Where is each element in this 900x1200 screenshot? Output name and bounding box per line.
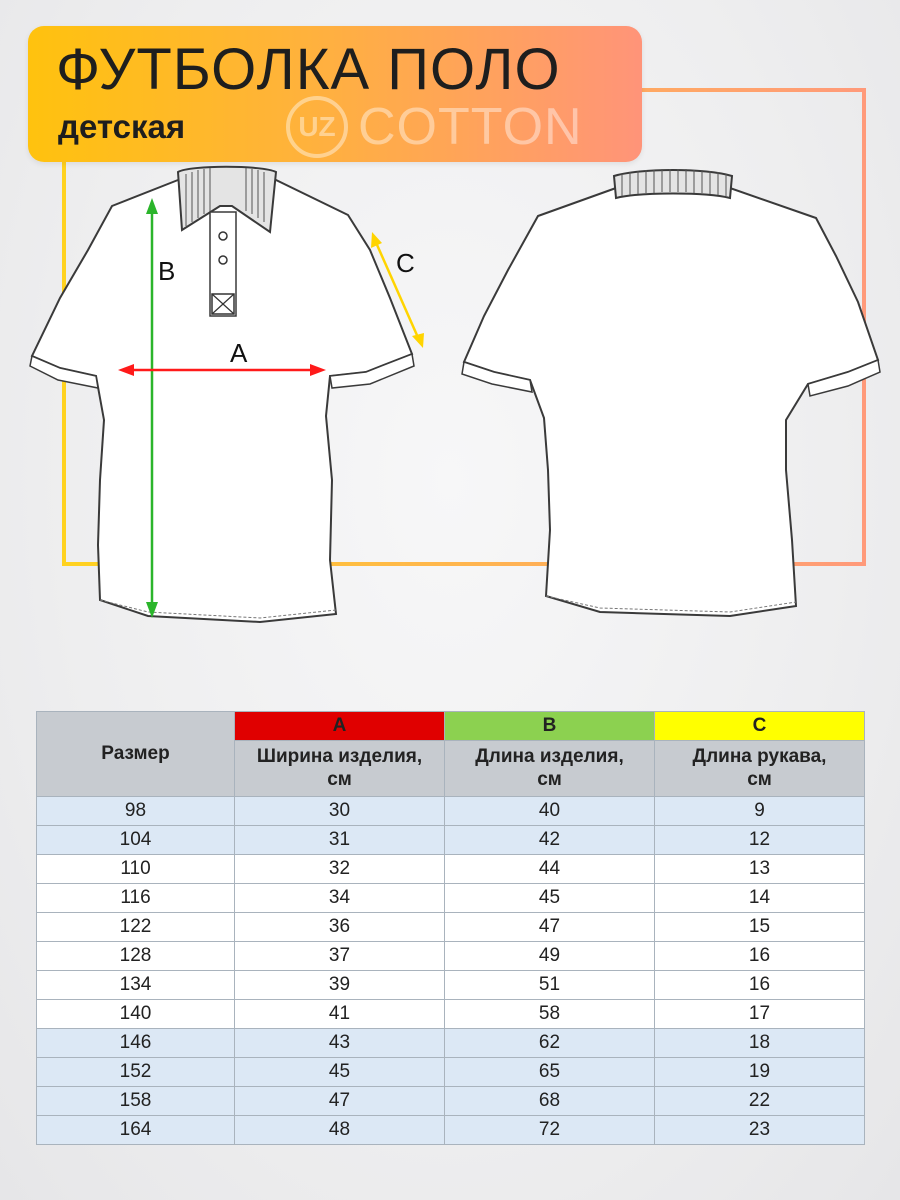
column-b-description [445, 741, 655, 797]
page-title: ФУТБОЛКА ПОЛО [56, 37, 561, 102]
label-a: A [230, 338, 248, 368]
column-c-letter: C [655, 712, 865, 741]
width-cell: 34 [235, 884, 445, 913]
width-cell: 43 [235, 1029, 445, 1058]
polo-back-illustration [450, 0, 900, 660]
column-c-desc-line2: см [747, 768, 772, 790]
size-cell: 122 [37, 913, 235, 942]
length-cell: 72 [445, 1116, 655, 1145]
size-cell: 140 [37, 1000, 235, 1029]
sleeve-cell: 14 [655, 884, 865, 913]
table-row [37, 1116, 865, 1145]
column-a-description [235, 741, 445, 797]
size-cell: 104 [37, 826, 235, 855]
width-cell: 47 [235, 1087, 445, 1116]
sleeve-cell: 16 [655, 942, 865, 971]
table-row [37, 971, 865, 1000]
table-row [37, 942, 865, 971]
column-b-letter: B [445, 712, 655, 741]
length-cell: 65 [445, 1058, 655, 1087]
sleeve-cell: 18 [655, 1029, 865, 1058]
length-cell: 58 [445, 1000, 655, 1029]
sleeve-cell: 22 [655, 1087, 865, 1116]
size-cell: 116 [37, 884, 235, 913]
column-c-desc-line1: Длина рукава, [692, 746, 827, 768]
table-row [37, 1087, 865, 1116]
width-cell: 37 [235, 942, 445, 971]
logo-text: COTTON [358, 98, 583, 156]
table-row [37, 826, 865, 855]
sleeve-cell: 13 [655, 855, 865, 884]
width-cell: 48 [235, 1116, 445, 1145]
table-row [37, 1058, 865, 1087]
table-row [37, 1029, 865, 1058]
sleeve-cell: 16 [655, 971, 865, 1000]
column-b-desc-line1: Длина изделия, [475, 746, 624, 768]
length-cell: 42 [445, 826, 655, 855]
width-cell: 41 [235, 1000, 445, 1029]
width-cell: 45 [235, 1058, 445, 1087]
size-cell: 164 [37, 1116, 235, 1145]
width-cell: 32 [235, 855, 445, 884]
label-c: C [396, 248, 415, 278]
length-cell: 47 [445, 913, 655, 942]
width-cell: 30 [235, 797, 445, 826]
sleeve-cell: 12 [655, 826, 865, 855]
back-collar [614, 170, 732, 198]
column-a-desc-line1: Ширина изделия, [256, 746, 423, 768]
table-row [37, 855, 865, 884]
size-cell: 152 [37, 1058, 235, 1087]
sleeve-cell: 15 [655, 913, 865, 942]
table-row [37, 884, 865, 913]
shirt-back-body [464, 188, 878, 616]
column-c-description [655, 741, 865, 797]
size-column-header: Размер [37, 712, 235, 797]
polo-front-illustration [0, 0, 450, 660]
size-cell: 128 [37, 942, 235, 971]
size-table [36, 711, 865, 1145]
size-cell: 146 [37, 1029, 235, 1058]
length-cell: 45 [445, 884, 655, 913]
column-b-desc-line2: см [537, 768, 562, 790]
table-row [37, 797, 865, 826]
width-cell: 39 [235, 971, 445, 1000]
sleeve-cell: 17 [655, 1000, 865, 1029]
length-cell: 44 [445, 855, 655, 884]
table-row [37, 913, 865, 942]
logo-mark: UZ [286, 96, 348, 158]
length-cell: 49 [445, 942, 655, 971]
sleeve-cell: 19 [655, 1058, 865, 1087]
size-cell: 134 [37, 971, 235, 1000]
sleeve-cell: 9 [655, 797, 865, 826]
length-cell: 62 [445, 1029, 655, 1058]
column-a-letter: A [235, 712, 445, 741]
column-a-desc-line2: см [327, 768, 352, 790]
length-cell: 51 [445, 971, 655, 1000]
length-cell: 68 [445, 1087, 655, 1116]
label-b: B [158, 256, 176, 286]
length-cell: 40 [445, 797, 655, 826]
table-row [37, 1000, 865, 1029]
sleeve-cell: 23 [655, 1116, 865, 1145]
size-cell: 110 [37, 855, 235, 884]
page-subtitle: детская [58, 108, 186, 145]
width-cell: 36 [235, 913, 445, 942]
size-cell: 158 [37, 1087, 235, 1116]
width-cell: 31 [235, 826, 445, 855]
size-cell: 98 [37, 797, 235, 826]
